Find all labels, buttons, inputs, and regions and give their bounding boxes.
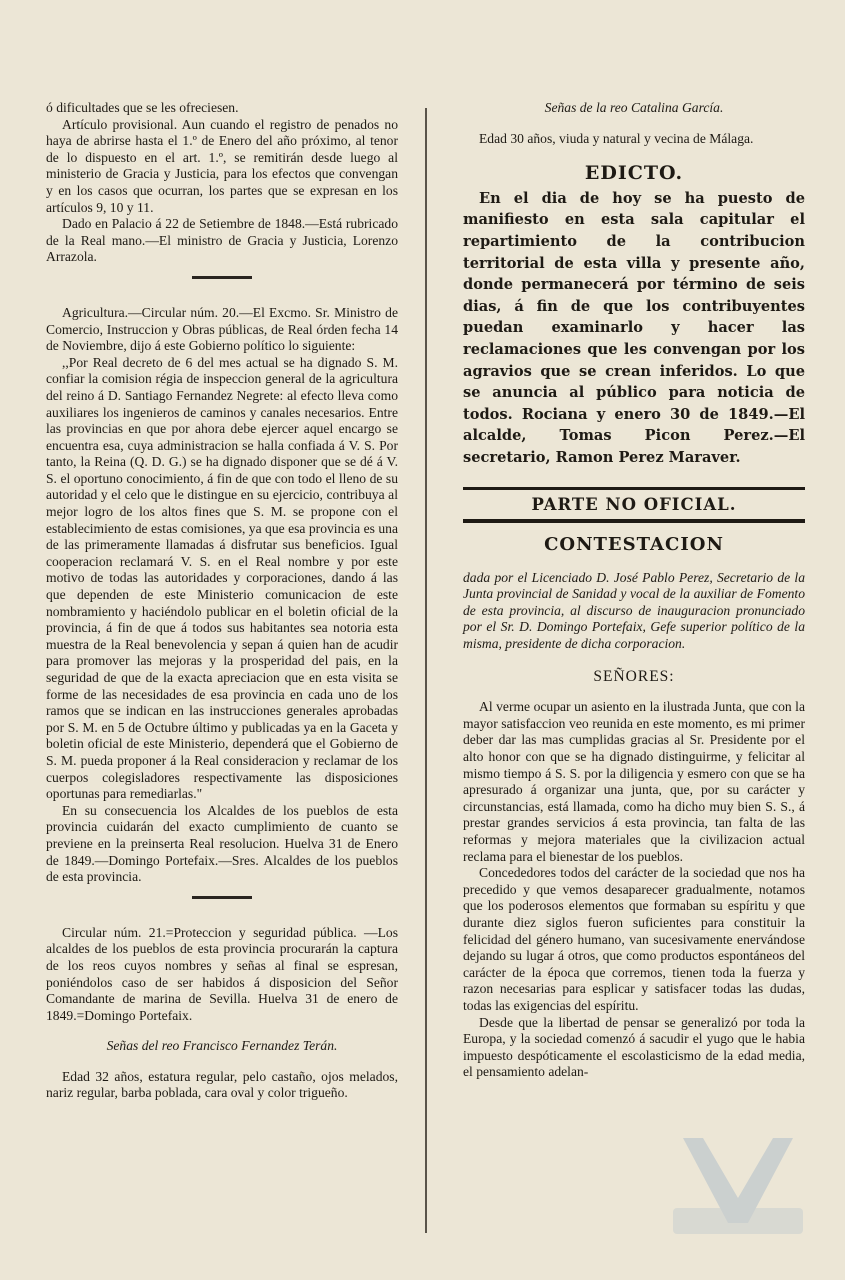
divider-rule [463,519,805,523]
divider-rule [463,487,805,490]
edicto-heading: EDICTO. [584,162,684,185]
paragraph-agricultura-circular: Agricultura.—Circular núm. 20.—El Excmo. Sr. Ministro de Comercio, Instruccion y Obras públicas, de Real órden fecha 14 de Noviembre, dijo á este Gobierno político lo siguiente: [46,304,398,354]
paragraph-articulo-provisional: Artículo provisional. Aun cuando el registro de penados no haya de abrirse hasta el 1.º de Enero del año próximo, al tenor de lo dispuesto en el art. 1.º, se remitirán desde luego al ministerio de Gracia y Justicia, para los efectos que convengan y en los casos que ocurran, los partes que se expresan en los artículos 9, 10 y 11. [46,116,398,215]
paragraph-concededores: Concededores todos del carácter de la sociedad que nos ha precedido y que vemos desaparecer gradualmente, notamos que los poderosos elementos que formaban su espíritu y que durante diez siglos fueron suficientes para constituir la felicidad del género humano, van sucesivamente enervándose dejando su lugar á otros, que como productos espontáneos del carácter de la época que corremos, tienen toda la fuerza y razon necesarias para esplicar y satisfacer todas las dudas, todas las exigencias del espíritu. [463,865,805,1013]
paragraph-desde-que: Desde que la libertad de pensar se generalizó por toda la Europa, y la sociedad comenzó á sacudir el yugo que le habia impuesto despóticamente el escolasticismo de la edad media, el pensamiento adelan- [463,1014,805,1080]
paragraph-circular-21: Circular núm. 21.=Proteccion y seguridad pública. —Los alcaldes de los pueblos de esta provincia procurarán la captura de los reos cuyos nombres y señas al final se espresan, poniéndolos caso de ser habidos á disposicion del Señor Comandante de marina de Sevilla. Huelva 31 de enero de 1849.=Domingo Portefaix. [46,924,398,1023]
paragraph-dado-en-palacio: Dado en Palacio á 22 de Setiembre de 1848.—Está rubricado de la Real mano.—El ministro de Gracia y Justicia, Lorenzo Arrazola. [46,216,398,265]
paragraph: ó dificultades que se les ofreciesen. [46,100,239,115]
contestacion-subtitle: dada por el Licenciado D. José Pablo Perez, Secretario de la Junta provincial de Sanidad y vocal de la auxiliar de Fomento de esta provincia, al discurso de inauguracion pronunciado por el Sr. D. Domingo Portefaix, Gefe superior político de la misma, presidente de dicha corporacion. [463,569,805,652]
library-watermark-icon [663,1128,813,1238]
senas-reo-heading: Señas de la reo Catalina García. [544,100,724,115]
left-column [46,100,398,1102]
section-separator [192,896,252,899]
edicto-body: En el dia de hoy se ha puesto de manifiesto en esta sala capitular el repartimiento de la contribucion territorial de esta villa y presente año, donde permanecerá por término de seis dias, á fin de que los contribuyentes puedan examinarlo y hacer las reclamaciones que les convengan por los agravios que se crean inferidos. Lo que se anuncia al público para noticia de todos. Rociana y enero 30 de 1849.—El alcalde, Tomas Picon Perez.—El secretario, Ramon Perez Maraver. [463,189,805,466]
senores-salutation: SEÑORES: [593,667,675,685]
contestacion-heading: CONTESTACION [544,534,724,556]
senas-reo-heading: Señas del reo Francisco Fernandez Terán. [106,1038,338,1054]
paragraph-consecuencia: En su consecuencia los Alcaldes de los pueblos de esta provincia cuidarán del exacto cumplimiento de cuanto se previene en la preinserta Real resolucion. Huelva 31 de Enero de 1849.—Domingo Portefaix.—Sres. Alcaldes de los pueblos de esta provincia. [46,802,398,885]
senas-reo-body: Edad 32 años, estatura regular, pelo castaño, ojos melados, nariz regular, barba poblada, cara oval y color trigueño. [46,1068,398,1101]
section-separator [192,276,252,279]
right-column [463,100,805,1081]
paragraph-real-decreto: ,,Por Real decreto de 6 del mes actual se ha dignado S. M. confiar la comision régia de inspeccion general de la agricultura del reino á D. Santiago Fernandez Negrete: al efecto lleva como auxiliares los ingenieros de caminos y canales necesarios. Entre las provincias en que por ahora debe ejercer aquel encargo se encuentra esa, cuya administracion se halla confiada á V. S. Por tanto, la Reina (Q. D. G.) se ha dignado disponer que se dé á V. S. el oportuno conocimiento, á fin de que con todo el lleno de su autoridad y el celo que le distingue en su ejercicio, contribuya al mejor logro de los altos fines que S. M. se propone con el establecimiento de estas comisiones, ya que esa provincia es una de las primeramente llamadas á disfrutar sus beneficios. Igual cooperacion reclamará V. S. en el Real nombre y por este motivo de todas las autoridades y corporaciones, dando á las que dependen de este Ministerio comunicacion de este nombramiento y haciéndolo publicar en el boletin oficial de la provincia, á fin de que á todos sus habitantes sea notoria esta muestra de la Real benevolencia y sepan á quien han de acudir para promover las mejoras y la prosperidad del pais, en la seguridad de que de la exacta apreciacion que en esta visita se forme de las necesidades de esa provincia en cada uno de los ramos que se indican en las instrucciones generales aprobadas por S. M. en 5 de Octubre último y publicadas ya en la Gaceta y boletin oficial de este Ministerio, dependerá que el Gobierno de S. M. pueda proponer á la Real consideracion y reclamar de los cuerpos colegisladores respectivamente las disposiciones oportunas para remediarlas." [46,354,398,802]
parte-no-oficial-heading: PARTE NO OFICIAL. [531,494,737,514]
senas-reo-body: Edad 30 años, viuda y natural y vecina de Málaga. [479,130,754,146]
paragraph-al-verme: Al verme ocupar un asiento en la ilustrada Junta, que con la mayor satisfaccion veo reunida en este momento, es mi primer deber dar las mas cumplidas gracias al Sr. Presidente por el alto honor con que se ha dignado distinguirme, y felicitar al mismo tiempo á S. S. por la diligencia y esmero con que se ha apresurado á organizar una junta, que, por su carácter y circunstancias, está llamada, como ha dicho muy bien S. S., á prestar grandes servicios á esta provincia, tan falta de las reformas y mejora materiales que la civilizacion actual reclama para el bienestar de los pueblos. [463,699,805,864]
column-divider [425,108,427,1233]
